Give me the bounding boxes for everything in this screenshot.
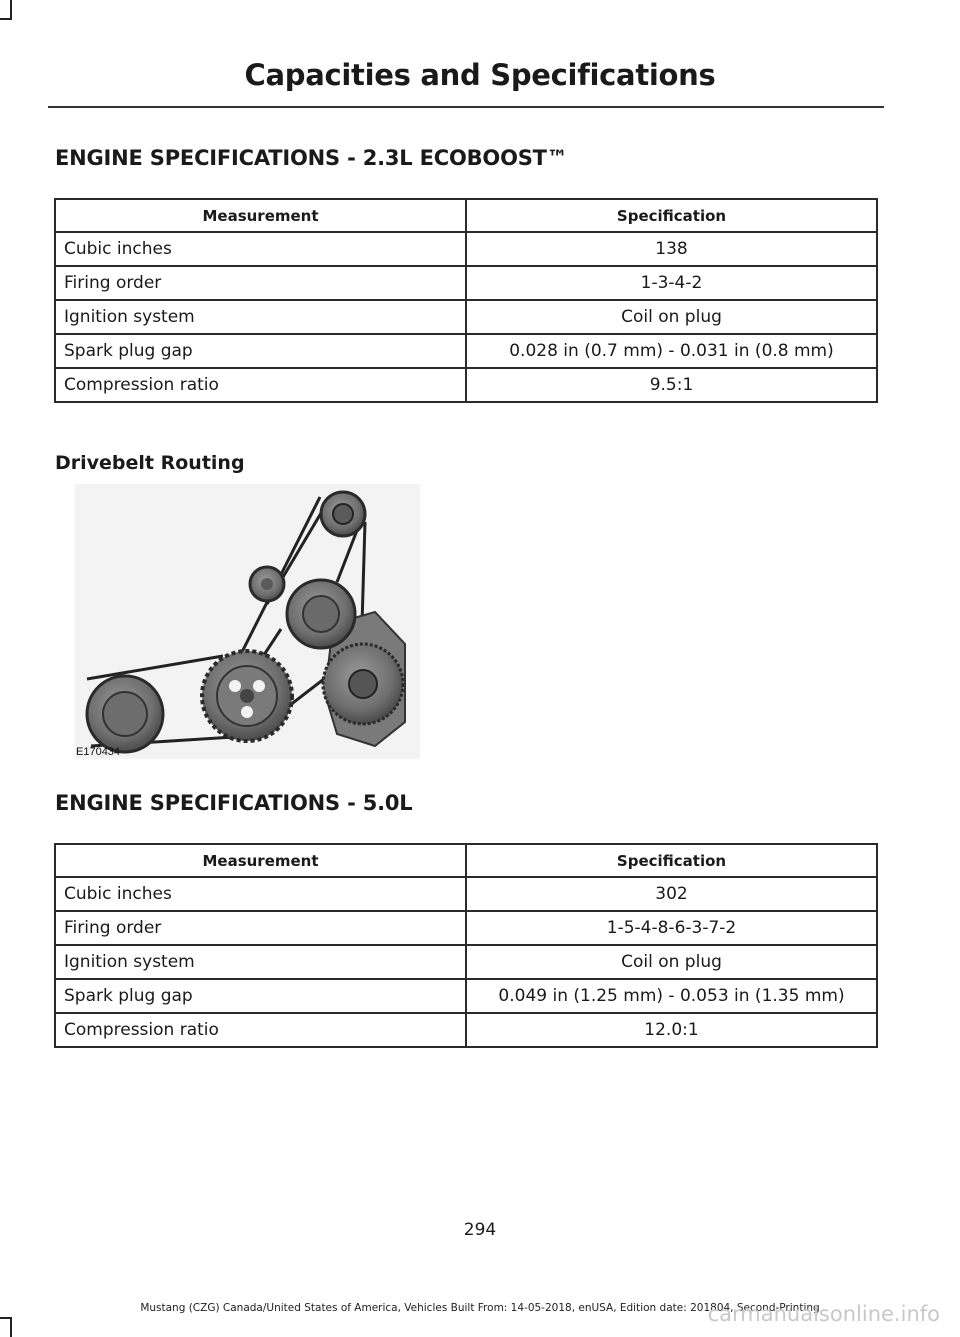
pulley-hub (349, 670, 377, 698)
watermark: carmanualsonline.info (707, 1302, 940, 1326)
column-header-measurement: Measurement (55, 844, 466, 877)
table-row (55, 945, 877, 979)
measurement-cell: Ignition system (55, 945, 466, 979)
table-row (55, 232, 877, 266)
measurement-cell: Spark plug gap (55, 979, 466, 1013)
column-header-specification: Specification (466, 844, 877, 877)
specification-cell: 12.0:1 (466, 1013, 877, 1047)
pulley-center (240, 689, 254, 703)
table-header-row (55, 199, 877, 232)
measurement-cell: Firing order (55, 266, 466, 300)
table-row (55, 334, 877, 368)
table-header-row (55, 844, 877, 877)
table-row (55, 911, 877, 945)
pulley-hub (303, 596, 339, 632)
measurement-cell: Ignition system (55, 300, 466, 334)
header-divider (48, 106, 884, 108)
measurement-cell: Spark plug gap (55, 334, 466, 368)
specification-cell: 0.028 in (0.7 mm) - 0.031 in (0.8 mm) (466, 334, 877, 368)
specification-cell: Coil on plug (466, 300, 877, 334)
table-row (55, 368, 877, 402)
specification-cell: 0.049 in (1.25 mm) - 0.053 in (1.35 mm) (466, 979, 877, 1013)
spec-table-2-3l (54, 198, 878, 403)
specification-cell: 9.5:1 (466, 368, 877, 402)
table-row (55, 300, 877, 334)
drivebelt-routing-title: Drivebelt Routing (55, 452, 245, 474)
column-header-specification: Specification (466, 199, 877, 232)
pulley-hub (103, 692, 147, 736)
figure-code-label: E170434 (76, 746, 121, 758)
specification-cell: 1-5-4-8-6-3-7-2 (466, 911, 877, 945)
table-row (55, 877, 877, 911)
table-row (55, 1013, 877, 1047)
measurement-cell: Cubic inches (55, 877, 466, 911)
measurement-cell: Compression ratio (55, 1013, 466, 1047)
crop-mark (10, 0, 12, 20)
pulley-hole (229, 680, 241, 692)
pulley-hole (253, 680, 265, 692)
measurement-cell: Firing order (55, 911, 466, 945)
specification-cell: Coil on plug (466, 945, 877, 979)
crop-mark (0, 1317, 12, 1319)
pulley-hole (241, 706, 253, 718)
specification-cell: 1-3-4-2 (466, 266, 877, 300)
table-row (55, 266, 877, 300)
crop-mark (0, 18, 12, 20)
measurement-cell: Cubic inches (55, 232, 466, 266)
drivebelt-routing-diagram (75, 484, 420, 759)
pulley-hub (261, 578, 273, 590)
spec-table-5-0l (54, 843, 878, 1048)
section-title-2-3l: ENGINE SPECIFICATIONS - 2.3L ECOBOOST™ (55, 146, 568, 170)
pulley-hub (333, 504, 353, 524)
section-title-5-0l: ENGINE SPECIFICATIONS - 5.0L (55, 791, 413, 815)
crop-mark (10, 1317, 12, 1337)
table-row (55, 979, 877, 1013)
measurement-cell: Compression ratio (55, 368, 466, 402)
page-footer: Mustang (CZG) Canada/United States of America, Vehicles Built From: 14-05-2018, enUSA, Edition date: 201804, Second-Printing (140, 1302, 820, 1314)
specification-cell: 302 (466, 877, 877, 911)
specification-cell: 138 (466, 232, 877, 266)
page-header-title: Capacities and Specifications (244, 58, 716, 92)
column-header-measurement: Measurement (55, 199, 466, 232)
page-number: 294 (463, 1220, 497, 1240)
